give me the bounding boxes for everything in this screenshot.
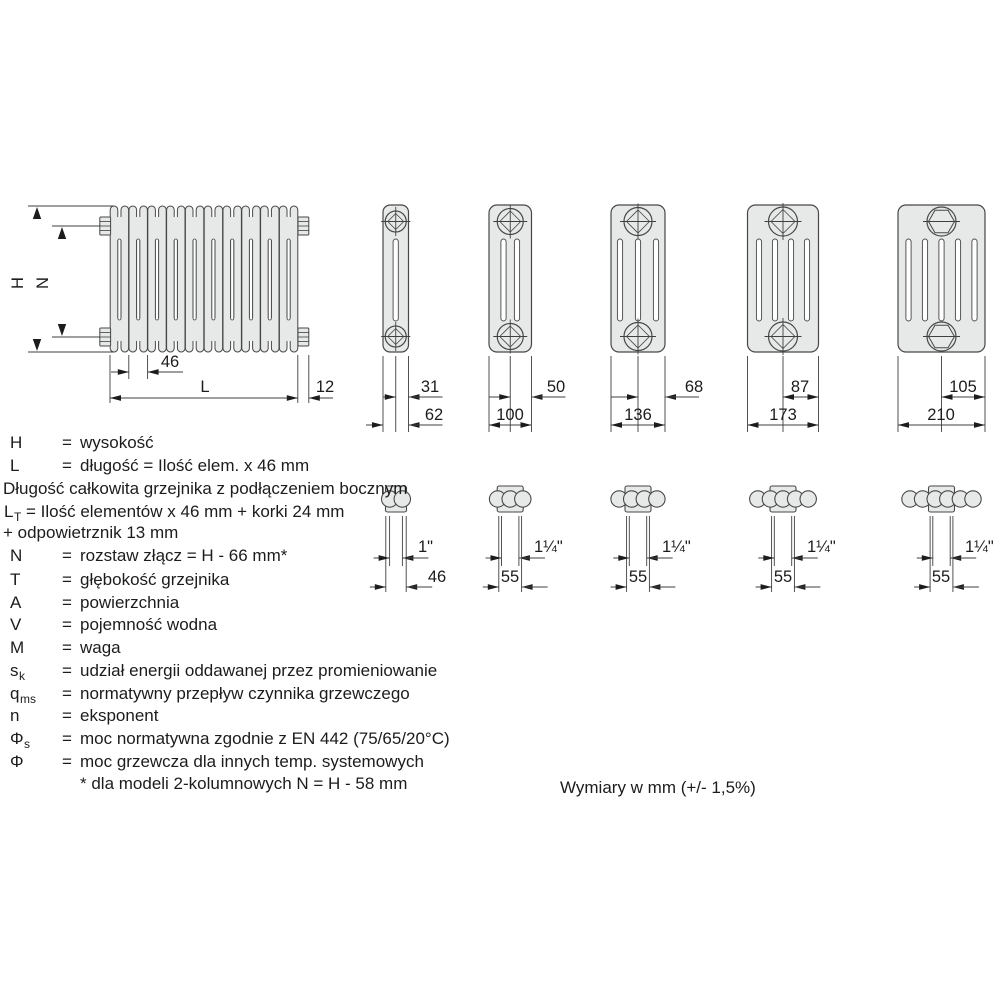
dim-connection-3col: 1¼" <box>534 538 563 556</box>
dim-depth-6col: 210 <box>927 406 955 424</box>
dim-depth-5col: 173 <box>769 406 797 424</box>
legend-eq: = <box>62 684 72 703</box>
dim-hub-width-6col: 55 <box>931 568 951 586</box>
legend-sym: n <box>10 706 20 725</box>
legend-desc: powierzchnia <box>80 593 180 612</box>
legend-desc: rozstaw złącz = H - 66 mm* <box>80 546 288 565</box>
dim-half-depth-5col: 87 <box>790 378 810 396</box>
legend-sub: k <box>19 669 25 683</box>
legend-sym: L <box>4 502 14 521</box>
section-dimensions <box>366 356 985 432</box>
dim-end-offset: 12 <box>315 378 335 396</box>
dim-hub-width-5col: 55 <box>773 568 793 586</box>
dim-hub-width-4col: 55 <box>628 568 648 586</box>
dim-half-depth-6col: 105 <box>949 378 977 396</box>
legend-desc: udział energii oddawanej przez promieniowanie <box>80 661 438 680</box>
legend-desc: waga <box>80 638 121 657</box>
element-slot <box>231 239 234 320</box>
legend-sym: Φ <box>10 729 24 748</box>
section-slot <box>906 239 911 321</box>
dim-depth-3col: 100 <box>496 406 524 424</box>
section-slot <box>922 239 927 321</box>
legend-sym: T <box>10 570 21 589</box>
top-views <box>382 486 982 512</box>
legend-eq: = <box>62 661 72 680</box>
legend-eq: = <box>62 706 72 725</box>
element-slot <box>193 239 196 320</box>
element-slot <box>174 239 177 320</box>
legend-sym: L <box>10 456 20 475</box>
legend-eq: = <box>62 729 72 748</box>
legend-desc: pojemność wodna <box>80 615 218 634</box>
dim-connection-2col: 1" <box>418 538 434 556</box>
dim-depth-4col: 136 <box>624 406 652 424</box>
dim-depth-2col: 62 <box>424 406 444 424</box>
legend-sym: Φ <box>10 752 24 771</box>
section-slot <box>617 239 622 321</box>
legend-footnote: * dla modeli 2-kolumnowych N = H - 58 mm <box>80 774 408 793</box>
legend-eq: = <box>62 752 72 771</box>
legend <box>3 433 450 793</box>
legend-sym: s <box>10 661 19 680</box>
section-slot <box>788 239 793 321</box>
legend-text: + odpowietrznik 13 mm <box>3 523 179 542</box>
legend-desc: eksponent <box>80 706 159 725</box>
legend-eq: = <box>62 593 72 612</box>
element-slot <box>268 239 271 320</box>
dim-connection-6col: 1¼" <box>965 538 994 556</box>
legend-eq: = <box>62 638 72 657</box>
dim-length-L: L <box>200 378 210 396</box>
front-view-dimensions <box>110 355 333 403</box>
legend-desc: wysokość <box>80 433 154 452</box>
dim-half-depth-3col: 50 <box>546 378 566 396</box>
column-top <box>965 491 981 507</box>
front-view-radiator <box>100 206 309 352</box>
height-label-H: H <box>9 277 27 289</box>
cross-sections <box>381 203 985 355</box>
element-slot <box>250 239 253 320</box>
legend-sym: V <box>10 615 22 634</box>
units-note: Wymiary w mm (+/- 1,5%) <box>560 778 756 797</box>
legend-desc: moc normatywna zgodnie z EN 442 (75/65/20°C) <box>80 729 450 748</box>
element-slot <box>156 239 159 320</box>
section-slot <box>514 239 519 321</box>
column-top <box>800 491 816 507</box>
section-slot <box>939 239 944 321</box>
element-slot <box>137 239 140 320</box>
legend-eq: = <box>62 433 72 452</box>
dim-half-depth-4col: 68 <box>684 378 704 396</box>
section-slot <box>756 239 761 321</box>
legend-text: Długość całkowita grzejnika z podłączeniem bocznym <box>3 479 408 498</box>
section-slot <box>804 239 809 321</box>
dim-hub-width-3col: 55 <box>500 568 520 586</box>
element-slot <box>287 239 290 320</box>
element-slot <box>212 239 215 320</box>
legend-eq: = <box>62 570 72 589</box>
legend-desc: = Ilość elementów x 46 mm + korki 24 mm <box>26 502 345 521</box>
legend-sub: s <box>24 737 30 751</box>
legend-eq: = <box>62 456 72 475</box>
column-top <box>515 491 531 507</box>
pitch-label-N: N <box>34 277 52 289</box>
section-slot <box>635 239 640 321</box>
dim-element-width: 46 <box>160 353 180 371</box>
legend-sub: ms <box>20 692 36 706</box>
legend-sym: H <box>10 433 23 452</box>
section-slot <box>393 239 398 321</box>
section-slot <box>501 239 506 321</box>
legend-sym: N <box>10 546 23 565</box>
legend-sym: q <box>10 684 20 703</box>
legend-sub: T <box>14 510 22 524</box>
legend-desc: normatywny przepływ czynnika grzewczego <box>80 684 410 703</box>
dim-hub-width-2col: 46 <box>427 568 447 586</box>
dim-connection-4col: 1¼" <box>662 538 691 556</box>
legend-desc: długość = Ilość elem. x 46 mm <box>80 456 310 475</box>
section-slot <box>955 239 960 321</box>
section-slot <box>972 239 977 321</box>
legend-sym: A <box>10 593 22 612</box>
section-slot <box>772 239 777 321</box>
dim-half-depth-2col: 31 <box>420 378 440 396</box>
element-slot <box>118 239 121 320</box>
dim-connection-5col: 1¼" <box>807 538 836 556</box>
legend-eq: = <box>62 546 72 565</box>
section-slot <box>653 239 658 321</box>
legend-desc: moc grzewcza dla innych temp. systemowych <box>80 752 424 771</box>
legend-sym: M <box>10 638 25 657</box>
column-top <box>649 491 665 507</box>
legend-desc: głębokość grzejnika <box>80 570 230 589</box>
legend-eq: = <box>62 615 72 634</box>
